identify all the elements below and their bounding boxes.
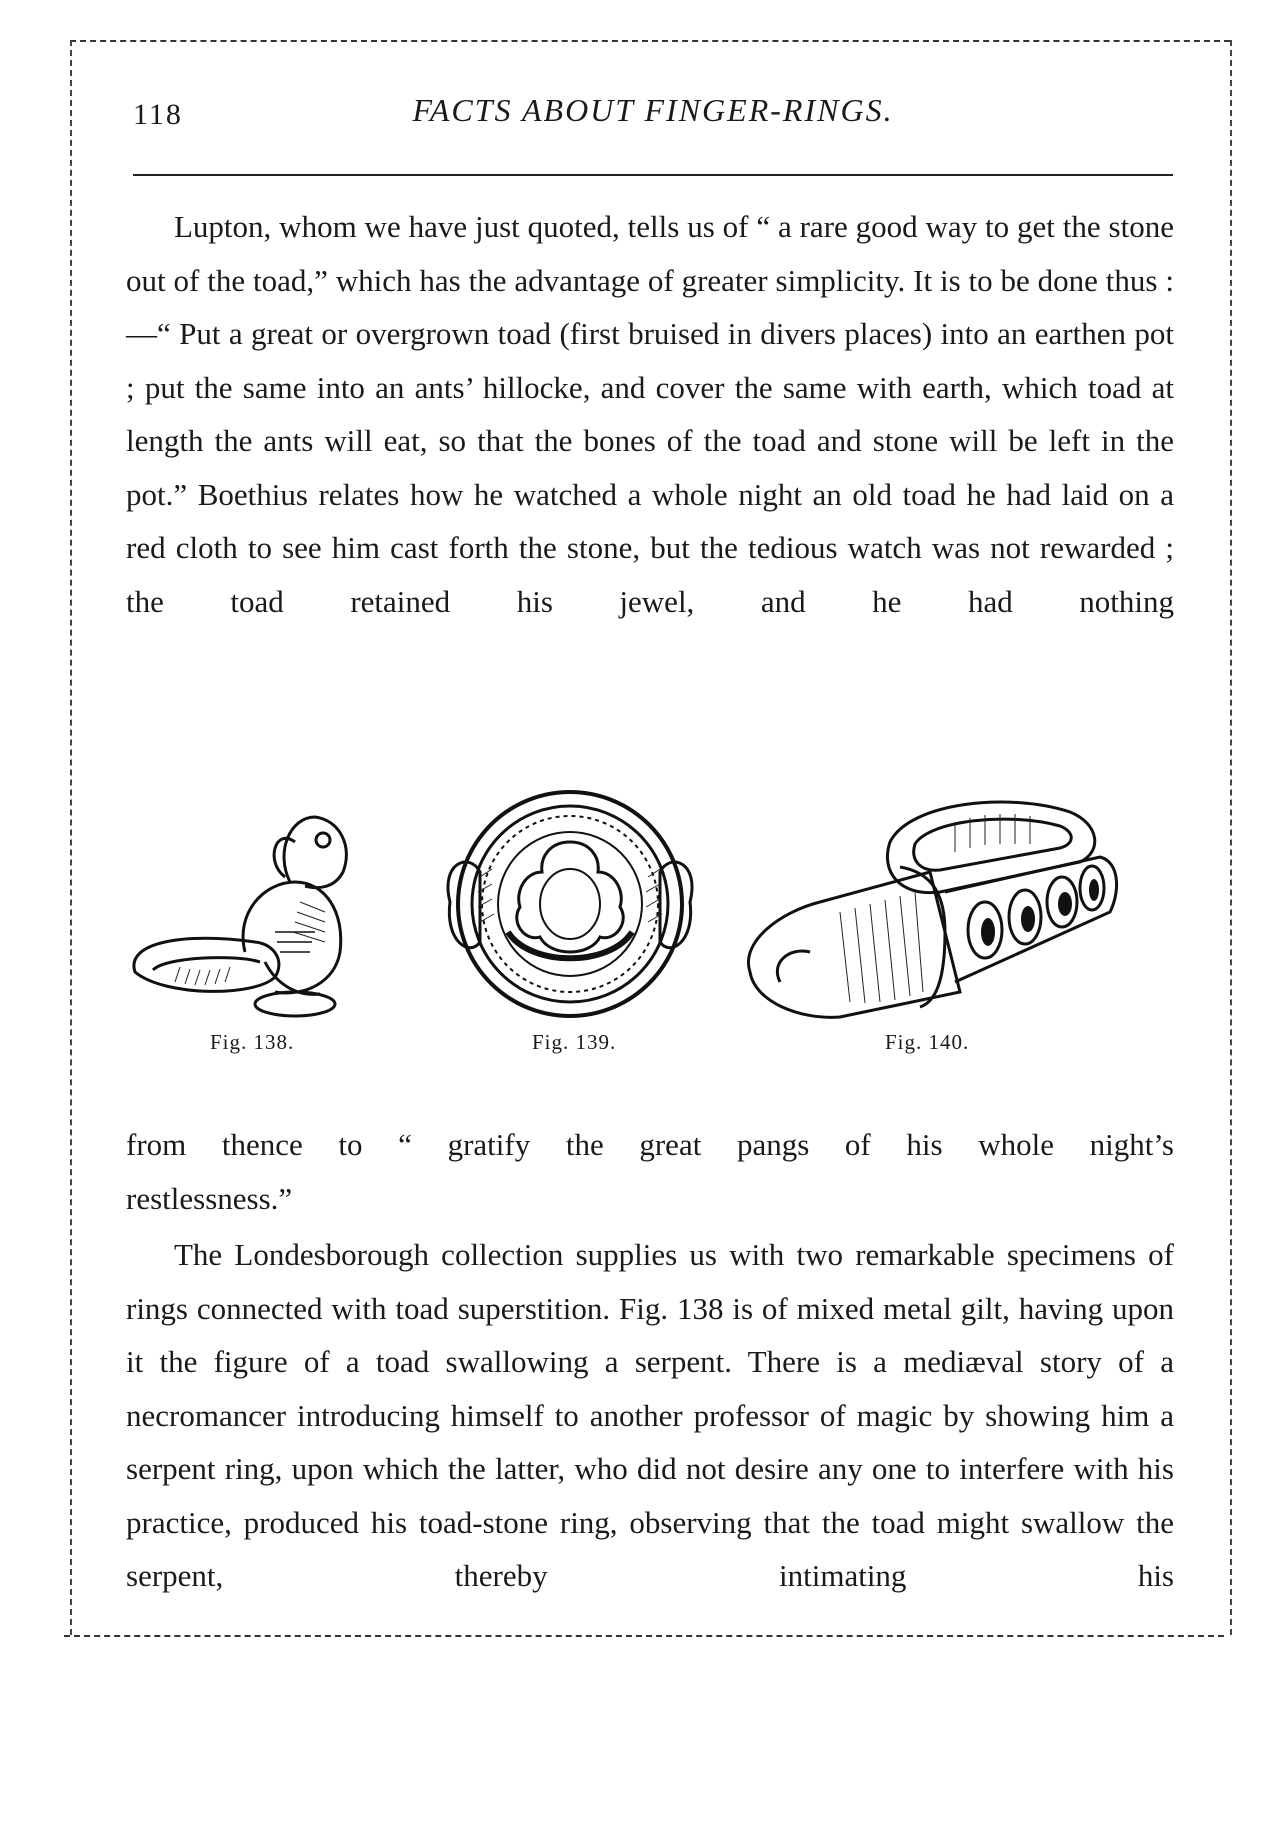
paragraph-text: Lupton, whom we have just quoted, tells us of “ a rare good way to get the stone out of the toad,” which has the advantage of greater simplicity. It is to be done thus :—“ Put a great or overgrown toad (first bruised in divers places) into an earthen pot ; put the same into an ants’ hillocke, and cover the same with earth, which toad at length the ants will eat, so that the bones of the toad and stone will be left in the pot.” Boethius relates how he watched a whole night an old toad he had laid on a red cloth to see him cast forth the stone, but the tedious watch was not rewarded ; the toad retained his jewel, and he had nothing bbox=[126, 209, 1174, 619]
scan-border-bottom bbox=[64, 1635, 1224, 1637]
figure-138 bbox=[125, 782, 365, 1062]
toad-seal-ring-illustration bbox=[440, 782, 700, 1022]
page-number: 118 bbox=[133, 98, 183, 131]
figure-caption: Fig. 138. bbox=[210, 1030, 295, 1054]
paragraph-line: restlessness.” bbox=[126, 1180, 293, 1216]
scan-border-left bbox=[70, 40, 72, 1635]
header-rule bbox=[133, 174, 1173, 176]
paragraph-line: from thence to “ gratify the great pangs of his whole night’s bbox=[126, 1127, 1174, 1162]
figure-caption: Fig. 139. bbox=[532, 1030, 617, 1054]
figure-140 bbox=[740, 782, 1175, 1062]
figure-row bbox=[125, 782, 1175, 1062]
paragraph-lupton bbox=[126, 200, 1174, 628]
scan-border-right bbox=[1230, 40, 1232, 1635]
page-header bbox=[133, 92, 1173, 142]
running-title: FACTS ABOUT FINGER-RINGS. bbox=[412, 92, 894, 128]
paragraph-continuation bbox=[126, 1118, 1174, 1225]
scan-border-top bbox=[70, 40, 1230, 42]
figure-139 bbox=[440, 782, 700, 1062]
paragraph-text: The Londesborough collection supplies us with two remarkable specimens of rings connected with toad superstition. Fig. 138 is of mixed metal gilt, having upon it the figure of a toad swallowing a serpent. There is a mediæval story of a necromancer introducing himself to another professor of magic by showing him a serpent ring, upon which the latter, who did not desire any one to interfere with his practice, produced his toad-stone ring, observing that the toad might swallow the serpent, thereby intimating his bbox=[126, 1237, 1174, 1593]
jewelled-ring-illustration bbox=[740, 782, 1175, 1022]
toad-serpent-ring-illustration bbox=[125, 782, 365, 1022]
paragraph-londesborough bbox=[126, 1228, 1174, 1603]
figure-caption: Fig. 140. bbox=[885, 1030, 970, 1054]
